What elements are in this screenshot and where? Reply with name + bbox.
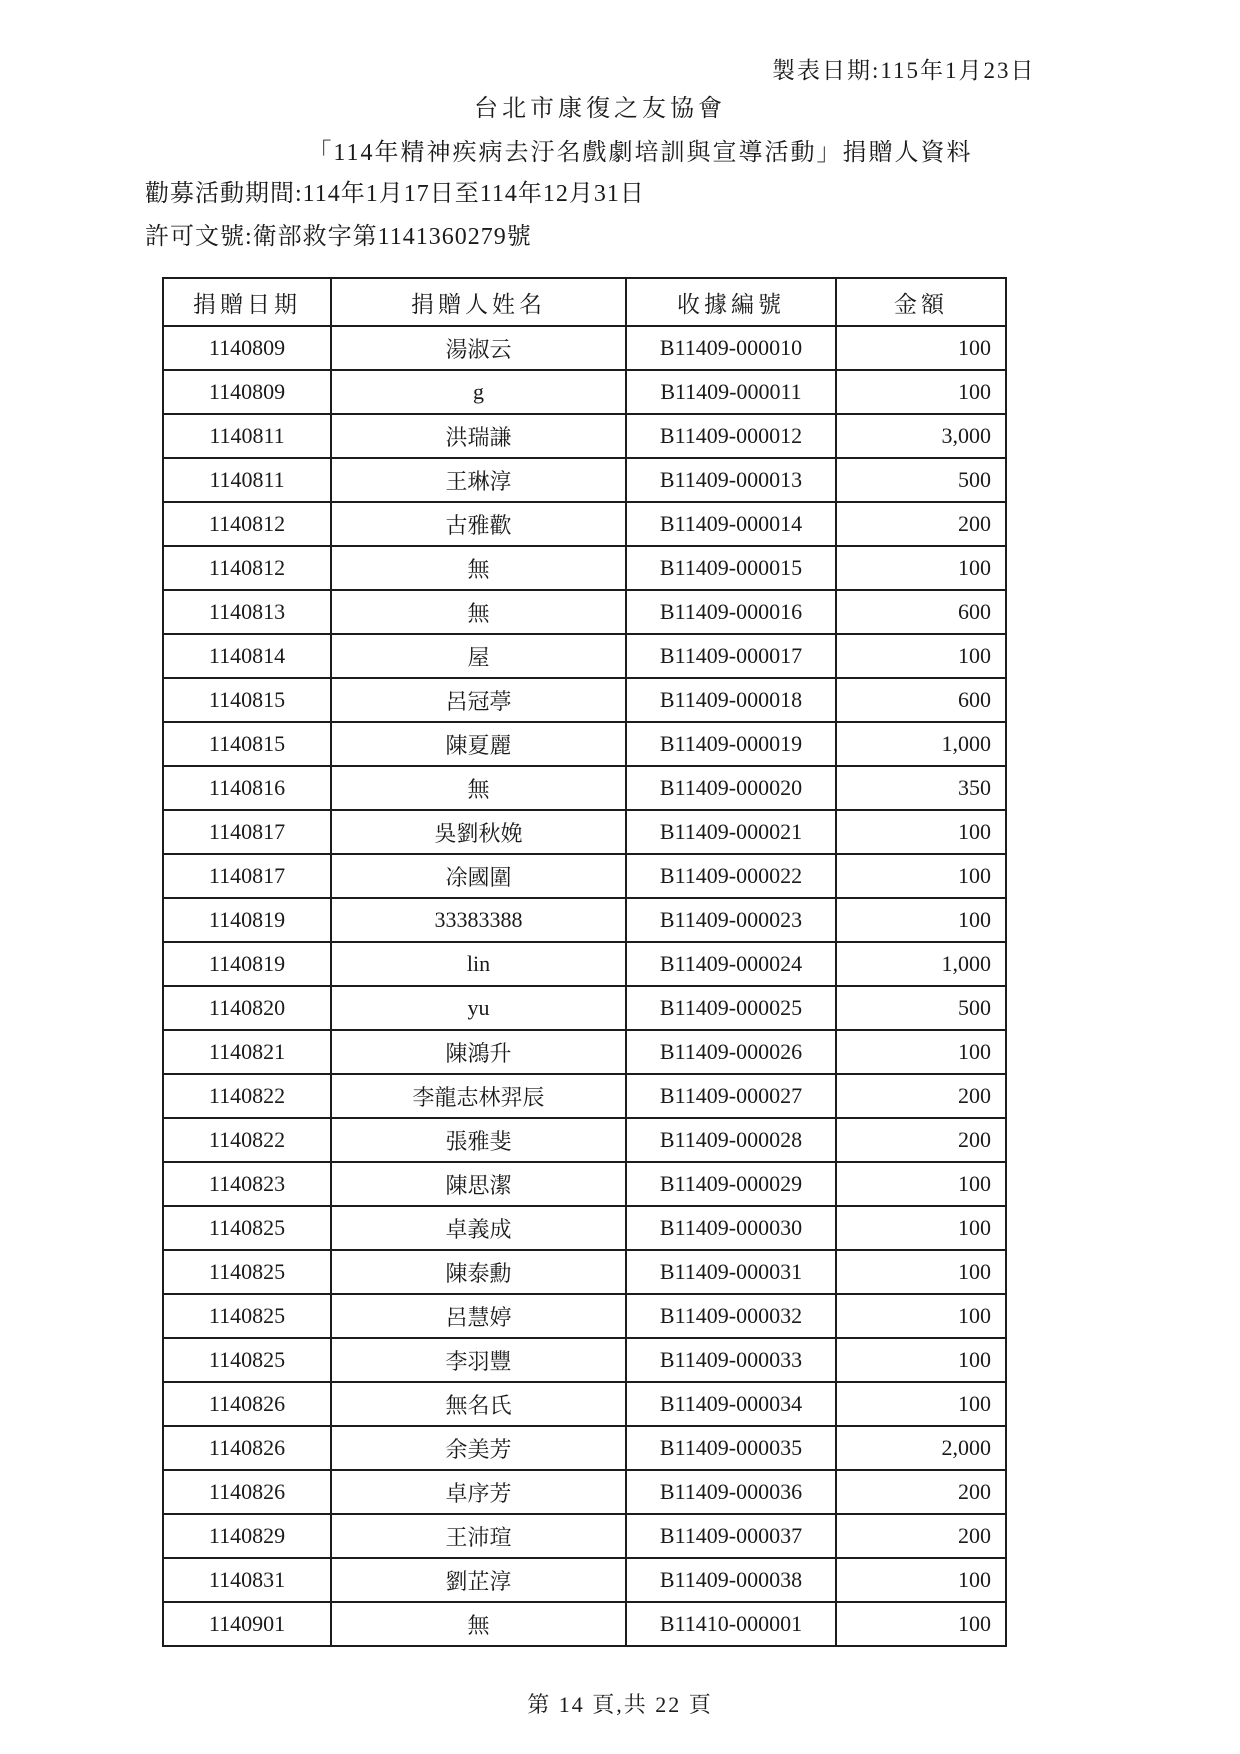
table-row xyxy=(163,546,1006,590)
amount-cell: 100 xyxy=(836,1206,1006,1250)
amount-cell: 100 xyxy=(836,326,1006,370)
table-row xyxy=(163,458,1006,502)
donation-date-cell: 1140819 xyxy=(163,942,331,986)
donation-date-cell: 1140815 xyxy=(163,678,331,722)
permit-number: 許可文號:衛部救字第1141360279號 xyxy=(145,224,532,250)
amount-cell: 350 xyxy=(836,766,1006,810)
donor-name-cell: 無 xyxy=(331,1602,626,1646)
amount-cell: 500 xyxy=(836,986,1006,1030)
donation-date-cell: 1140812 xyxy=(163,546,331,590)
campaign-period: 勸募活動期間:114年1月17日至114年12月31日 xyxy=(145,181,645,207)
donor-name-cell: 呂慧婷 xyxy=(331,1294,626,1338)
donor-name-cell: 吳劉秋娩 xyxy=(331,810,626,854)
table-row xyxy=(163,1030,1006,1074)
receipt-number-cell: B11409-000015 xyxy=(626,546,836,590)
receipt-number-cell: B11409-000021 xyxy=(626,810,836,854)
donor-name-cell: 洪瑞謙 xyxy=(331,414,626,458)
table-row xyxy=(163,370,1006,414)
receipt-number-cell: B11409-000028 xyxy=(626,1118,836,1162)
table-row xyxy=(163,898,1006,942)
amount-cell: 100 xyxy=(836,1602,1006,1646)
donation-date-cell: 1140831 xyxy=(163,1558,331,1602)
amount-cell: 100 xyxy=(836,1250,1006,1294)
receipt-number-cell: B11410-000001 xyxy=(626,1602,836,1646)
donation-date-cell: 1140815 xyxy=(163,722,331,766)
table-row xyxy=(163,1338,1006,1382)
table-row xyxy=(163,1206,1006,1250)
receipt-number-cell: B11409-000020 xyxy=(626,766,836,810)
table-row xyxy=(163,634,1006,678)
amount-cell: 100 xyxy=(836,854,1006,898)
donor-name-cell: 陳鴻升 xyxy=(331,1030,626,1074)
amount-cell: 200 xyxy=(836,1118,1006,1162)
amount-cell: 200 xyxy=(836,1470,1006,1514)
organization-name: 台北市康復之友協會 xyxy=(474,96,726,122)
receipt-number-cell: B11409-000025 xyxy=(626,986,836,1030)
table-row xyxy=(163,766,1006,810)
table-row xyxy=(163,1514,1006,1558)
amount-cell: 100 xyxy=(836,810,1006,854)
donor-name-cell: 凃國圍 xyxy=(331,854,626,898)
receipt-number-cell: B11409-000031 xyxy=(626,1250,836,1294)
donation-date-cell: 1140811 xyxy=(163,458,331,502)
table-row xyxy=(163,854,1006,898)
amount-cell: 200 xyxy=(836,1514,1006,1558)
donation-date-cell: 1140816 xyxy=(163,766,331,810)
donor-name-cell: yu xyxy=(331,986,626,1030)
donation-date-cell: 1140817 xyxy=(163,810,331,854)
amount-cell: 100 xyxy=(836,370,1006,414)
donation-table-body xyxy=(163,326,1006,1646)
donor-name-cell: 陳泰勳 xyxy=(331,1250,626,1294)
page-number: 第 14 頁,共 22 頁 xyxy=(527,1692,713,1717)
donor-name-cell: 陳思潔 xyxy=(331,1162,626,1206)
table-row xyxy=(163,1074,1006,1118)
receipt-number-cell: B11409-000029 xyxy=(626,1162,836,1206)
table-row xyxy=(163,590,1006,634)
donor-name-cell: 屋 xyxy=(331,634,626,678)
donation-date-cell: 1140809 xyxy=(163,326,331,370)
amount-cell: 100 xyxy=(836,898,1006,942)
table-row xyxy=(163,1426,1006,1470)
donation-date-cell: 1140823 xyxy=(163,1162,331,1206)
receipt-number-cell: B11409-000038 xyxy=(626,1558,836,1602)
receipt-number-cell: B11409-000034 xyxy=(626,1382,836,1426)
receipt-number-cell: B11409-000030 xyxy=(626,1206,836,1250)
donation-date-cell: 1140819 xyxy=(163,898,331,942)
table-row xyxy=(163,414,1006,458)
donor-name-cell: 卓義成 xyxy=(331,1206,626,1250)
donation-date-cell: 1140825 xyxy=(163,1338,331,1382)
donation-date-cell: 1140826 xyxy=(163,1470,331,1514)
receipt-number-cell: B11409-000012 xyxy=(626,414,836,458)
donation-date-cell: 1140820 xyxy=(163,986,331,1030)
amount-cell: 500 xyxy=(836,458,1006,502)
table-row xyxy=(163,502,1006,546)
donation-date-cell: 1140825 xyxy=(163,1206,331,1250)
table-row xyxy=(163,1294,1006,1338)
receipt-number-cell: B11409-000023 xyxy=(626,898,836,942)
receipt-number-cell: B11409-000011 xyxy=(626,370,836,414)
receipt-number-cell: B11409-000010 xyxy=(626,326,836,370)
table-row xyxy=(163,986,1006,1030)
amount-cell: 100 xyxy=(836,1382,1006,1426)
table-row xyxy=(163,1558,1006,1602)
receipt-number-cell: B11409-000024 xyxy=(626,942,836,986)
amount-cell: 600 xyxy=(836,590,1006,634)
column-header-donation-date: 捐贈日期 xyxy=(163,278,331,326)
table-row xyxy=(163,326,1006,370)
receipt-number-cell: B11409-000027 xyxy=(626,1074,836,1118)
amount-cell: 600 xyxy=(836,678,1006,722)
donor-name-cell: 無名氏 xyxy=(331,1382,626,1426)
table-row xyxy=(163,1602,1006,1646)
table-row xyxy=(163,722,1006,766)
table-row xyxy=(163,1470,1006,1514)
receipt-number-cell: B11409-000018 xyxy=(626,678,836,722)
donation-date-cell: 1140813 xyxy=(163,590,331,634)
donation-date-cell: 1140826 xyxy=(163,1382,331,1426)
donor-name-cell: 湯淑云 xyxy=(331,326,626,370)
receipt-number-cell: B11409-000032 xyxy=(626,1294,836,1338)
donor-name-cell: lin xyxy=(331,942,626,986)
donation-date-cell: 1140822 xyxy=(163,1074,331,1118)
column-header-donor-name: 捐贈人姓名 xyxy=(331,278,626,326)
donation-date-cell: 1140901 xyxy=(163,1602,331,1646)
receipt-number-cell: B11409-000035 xyxy=(626,1426,836,1470)
donation-date-cell: 1140829 xyxy=(163,1514,331,1558)
report-date-label: 製表日期:115年1月23日 xyxy=(772,58,1036,83)
table-row xyxy=(163,942,1006,986)
column-header-amount: 金額 xyxy=(836,278,1006,326)
receipt-number-cell: B11409-000036 xyxy=(626,1470,836,1514)
receipt-number-cell: B11409-000037 xyxy=(626,1514,836,1558)
table-row xyxy=(163,1250,1006,1294)
amount-cell: 100 xyxy=(836,1338,1006,1382)
column-header-receipt-no: 收據編號 xyxy=(626,278,836,326)
receipt-number-cell: B11409-000022 xyxy=(626,854,836,898)
donation-date-cell: 1140825 xyxy=(163,1250,331,1294)
donation-date-cell: 1140812 xyxy=(163,502,331,546)
amount-cell: 100 xyxy=(836,634,1006,678)
donation-table xyxy=(162,277,1007,1647)
receipt-number-cell: B11409-000019 xyxy=(626,722,836,766)
donor-name-cell: 張雅斐 xyxy=(331,1118,626,1162)
table-row xyxy=(163,678,1006,722)
donation-date-cell: 1140811 xyxy=(163,414,331,458)
donor-name-cell: 陳夏麗 xyxy=(331,722,626,766)
receipt-number-cell: B11409-000033 xyxy=(626,1338,836,1382)
donation-date-cell: 1140826 xyxy=(163,1426,331,1470)
donor-name-cell: 無 xyxy=(331,546,626,590)
amount-cell: 2,000 xyxy=(836,1426,1006,1470)
table-row xyxy=(163,1382,1006,1426)
donor-name-cell: 王琳淳 xyxy=(331,458,626,502)
donor-name-cell: 王沛瑄 xyxy=(331,1514,626,1558)
donor-name-cell: 無 xyxy=(331,766,626,810)
donor-name-cell: 劉芷淳 xyxy=(331,1558,626,1602)
table-row xyxy=(163,1118,1006,1162)
amount-cell: 1,000 xyxy=(836,722,1006,766)
donor-name-cell: 古雅歡 xyxy=(331,502,626,546)
table-header-row xyxy=(163,278,1006,326)
donation-date-cell: 1140817 xyxy=(163,854,331,898)
donor-name-cell: 無 xyxy=(331,590,626,634)
donor-name-cell: 卓序芳 xyxy=(331,1470,626,1514)
donation-date-cell: 1140809 xyxy=(163,370,331,414)
donor-name-cell: 李羽豐 xyxy=(331,1338,626,1382)
amount-cell: 200 xyxy=(836,1074,1006,1118)
donation-date-cell: 1140814 xyxy=(163,634,331,678)
receipt-number-cell: B11409-000013 xyxy=(626,458,836,502)
donor-name-cell: 33383388 xyxy=(331,898,626,942)
receipt-number-cell: B11409-000014 xyxy=(626,502,836,546)
table-row xyxy=(163,1162,1006,1206)
donor-name-cell: 余美芳 xyxy=(331,1426,626,1470)
donor-name-cell: g xyxy=(331,370,626,414)
table-row xyxy=(163,810,1006,854)
receipt-number-cell: B11409-000016 xyxy=(626,590,836,634)
amount-cell: 100 xyxy=(836,1030,1006,1074)
receipt-number-cell: B11409-000026 xyxy=(626,1030,836,1074)
amount-cell: 200 xyxy=(836,502,1006,546)
donation-date-cell: 1140822 xyxy=(163,1118,331,1162)
donation-date-cell: 1140821 xyxy=(163,1030,331,1074)
amount-cell: 100 xyxy=(836,1558,1006,1602)
donor-name-cell: 呂冠葶 xyxy=(331,678,626,722)
amount-cell: 3,000 xyxy=(836,414,1006,458)
amount-cell: 100 xyxy=(836,1162,1006,1206)
amount-cell: 100 xyxy=(836,546,1006,590)
document-title: 「114年精神疾病去汙名戲劇培訓與宣導活動」捐贈人資料 xyxy=(307,140,973,166)
amount-cell: 1,000 xyxy=(836,942,1006,986)
receipt-number-cell: B11409-000017 xyxy=(626,634,836,678)
donation-date-cell: 1140825 xyxy=(163,1294,331,1338)
amount-cell: 100 xyxy=(836,1294,1006,1338)
donor-name-cell: 李龍志林羿辰 xyxy=(331,1074,626,1118)
